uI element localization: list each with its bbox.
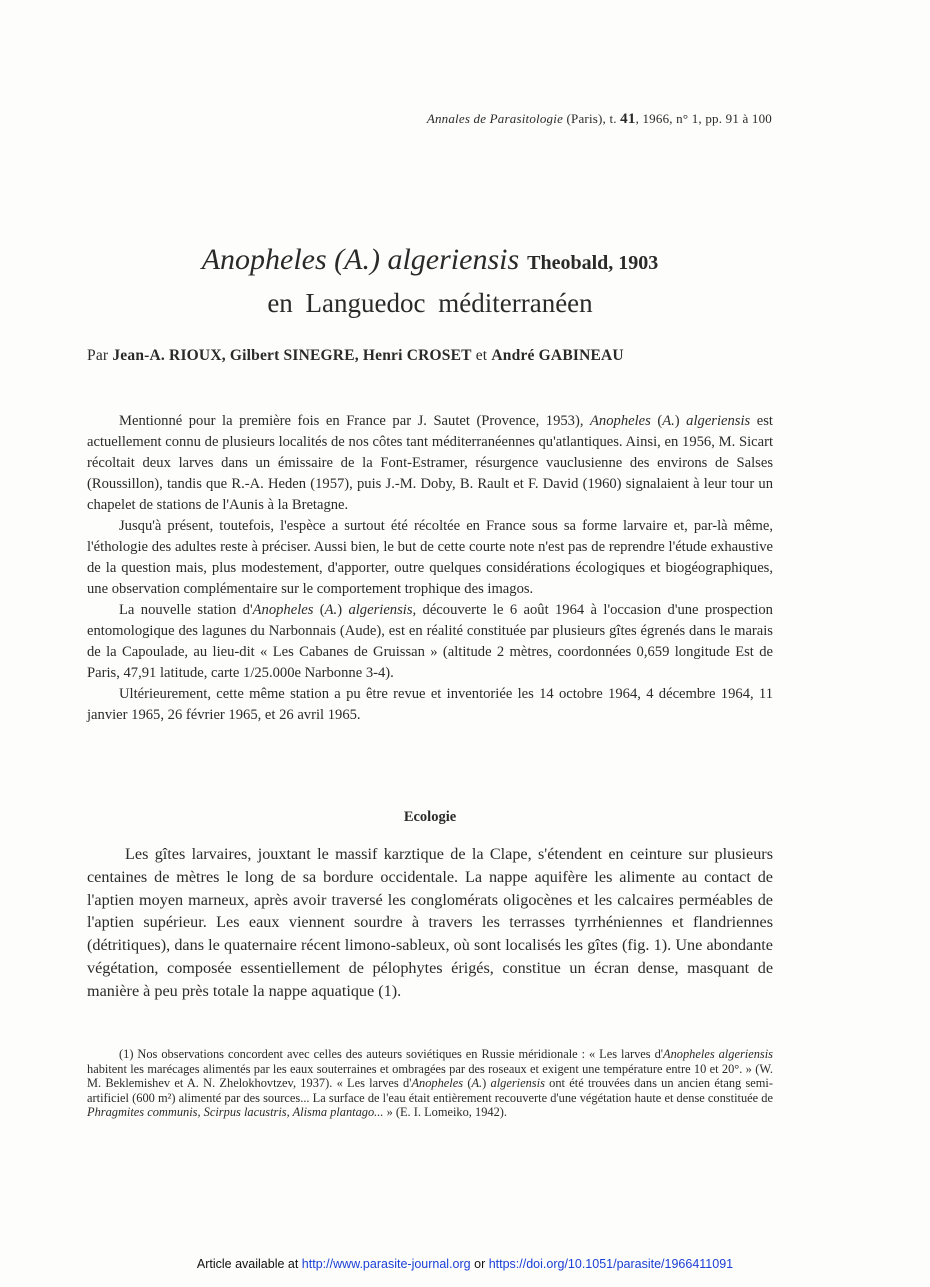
- title-species: Anopheles (A.) algeriensis: [201, 243, 520, 276]
- journal-issue-pages: , 1966, n° 1, pp. 91 à 100: [635, 111, 772, 126]
- journal-link[interactable]: http://www.parasite-journal.org: [301, 1257, 471, 1271]
- text-run: (: [650, 413, 663, 429]
- species-name: Anopheles algeriensis: [663, 1047, 773, 1061]
- text-run: (: [313, 602, 325, 618]
- text-run: ): [482, 1076, 491, 1091]
- text-run: (: [463, 1076, 472, 1091]
- text-run: (1) Nos observations concordent avec celles des auteurs soviétiques en Russie méridionale : « Les larves d': [119, 1047, 664, 1061]
- subgenus-name: A.: [471, 1076, 483, 1091]
- footnote-1: [87, 1047, 773, 1120]
- section-heading-ecologie: Ecologie: [403, 809, 457, 825]
- title-authority: Theobald, 1903: [527, 252, 659, 274]
- footer-or: or: [470, 1257, 489, 1271]
- byline-et: et: [471, 347, 492, 364]
- journal-name: Annales de Parasitologie: [426, 111, 564, 126]
- byline-par: Par: [87, 347, 113, 364]
- text-run: ont été trouvées dans un ancien étang semi-artificiel (600 m²) alimenté par des sources... La surface de l'eau était entièrement recouverte d'une végétation haute et dense constituée de: [87, 1076, 773, 1105]
- page-footer: [0, 1257, 930, 1271]
- author-1: Jean-A. RIOUX,: [112, 347, 226, 364]
- journal-place: (Paris), t.: [563, 111, 621, 126]
- species-name: algeriensis: [490, 1076, 545, 1091]
- ecology-section: [87, 843, 773, 1003]
- species-name: Anopheles: [590, 413, 651, 429]
- text-run: » (E. I. Lomeiko, 1942).: [383, 1105, 508, 1120]
- text-run: habitent les marécages alimentés par les eaux souterraines et ombragées par des roseaux et exigent une température entre 10 et 20°. » (W. M. Beklemishev et A. N. Zhelokhovtzev, 1937). « Les larves d': [87, 1061, 773, 1091]
- species-name: Anopheles: [252, 602, 314, 618]
- doi-link[interactable]: https://doi.org/10.1051/parasite/1966411091: [488, 1257, 734, 1271]
- text-run: est actuellement connu de plusieurs localités de nos côtes tant méditerranéennes qu'atlantiques. Ainsi, en 1956, M. Sicart récoltait deux larves dans un émissaire de la Font-Estramer, résurgence vauclusienne des environs de Salses (Roussillon), tandis que R.-A. Heden (1957), puis J.-M. Doby, B. Rault et F. David (1960) signalaient à leur tour un chapelet de stations de l'Aunis à la Bretagne.: [87, 413, 773, 513]
- species-name: algeriensis,: [348, 602, 417, 618]
- author-4: André GABINEAU: [491, 347, 624, 364]
- ecology-paragraph-1: Les gîtes larvaires, jouxtant le massif karztique de la Clape, s'étendent en ceinture sur plusieurs centaines de mètres le long de sa bordure occidentale. La nappe aquifère les alimente au contact de l'aptien moyen marneux, après avoir traversé les conglomérats oligocènes et les calcaires perméables de l'aptien supérieur. Les eaux viennent sourdre à travers les terrasses tyrrhéniennes et flandriennes (détritiques), dans le quaternaire récent limono-sableux, où sont localisés les gîtes (fig. 1). Une abondante végétation, composée essentiellement de pélophytes érigés, constitue un écran dense, masquant de manière à peu près totale la nappe aquatique (1).: [87, 845, 773, 1000]
- subgenus-name: A.: [662, 413, 675, 429]
- intro-paragraph-1: [87, 411, 773, 516]
- species-name: algeriensis: [686, 413, 751, 429]
- byline: [87, 347, 773, 365]
- text-run: ): [337, 602, 349, 618]
- article-subtitle: en Languedoc méditerranéen: [267, 288, 593, 318]
- text-run: La nouvelle station d': [119, 602, 253, 618]
- author-3: Henri CROSET: [362, 347, 472, 364]
- intro-paragraph-2: Jusqu'à présent, toutefois, l'espèce a surtout été récoltée en France sous sa forme larvaire et, par-là même, l'éthologie des adultes reste à préciser. Aussi bien, le but de cette courte note n'est pas de reprendre l'étude exhaustive de la question mais, plus modestement, d'apporter, outre quelques considérations écologiques et biogéographiques, une observation complémentaire sur le comportement trophique des imagos.: [87, 518, 773, 597]
- species-name: Anopheles: [411, 1076, 464, 1091]
- journal-volume: 41: [620, 111, 636, 127]
- subgenus-name: A.: [324, 602, 338, 618]
- intro-paragraph-4: Ultérieurement, cette même station a pu être revue et inventoriée les 14 octobre 1964, 4 décembre 1964, 11 janvier 1965, 26 février 1965, et 26 avril 1965.: [87, 686, 773, 723]
- footnote: [87, 1047, 773, 1120]
- article-title: [0, 243, 860, 277]
- intro-paragraph-3: [87, 600, 773, 684]
- text-run: découverte le 6 août 1964 à l'occasion d'une prospection entomologique des lagunes du Narbonnais (Aude), est en réalité constituée par plusieurs gîtes égrenés dans le marais de la Capoulade, au lieu-dit « Les Cabanes de Gruissan » (altitude 2 mètres, coordonnées 0,659 longitude Est de Paris, 47,91 latitude, carte 1/25.000e Narbonne 3-4).: [87, 602, 773, 681]
- author-2: Gilbert SINEGRE,: [229, 347, 359, 364]
- text-run: Mentionné pour la première fois en France par J. Sautet (Provence, 1953),: [119, 413, 591, 429]
- plant-species-names: Phragmites communis, Scirpus lacustris, Alisma plantago...: [87, 1105, 384, 1120]
- text-run: ): [674, 413, 687, 429]
- running-head: [427, 111, 772, 128]
- footer-prefix: Article available at: [196, 1257, 302, 1271]
- introduction: [87, 411, 773, 726]
